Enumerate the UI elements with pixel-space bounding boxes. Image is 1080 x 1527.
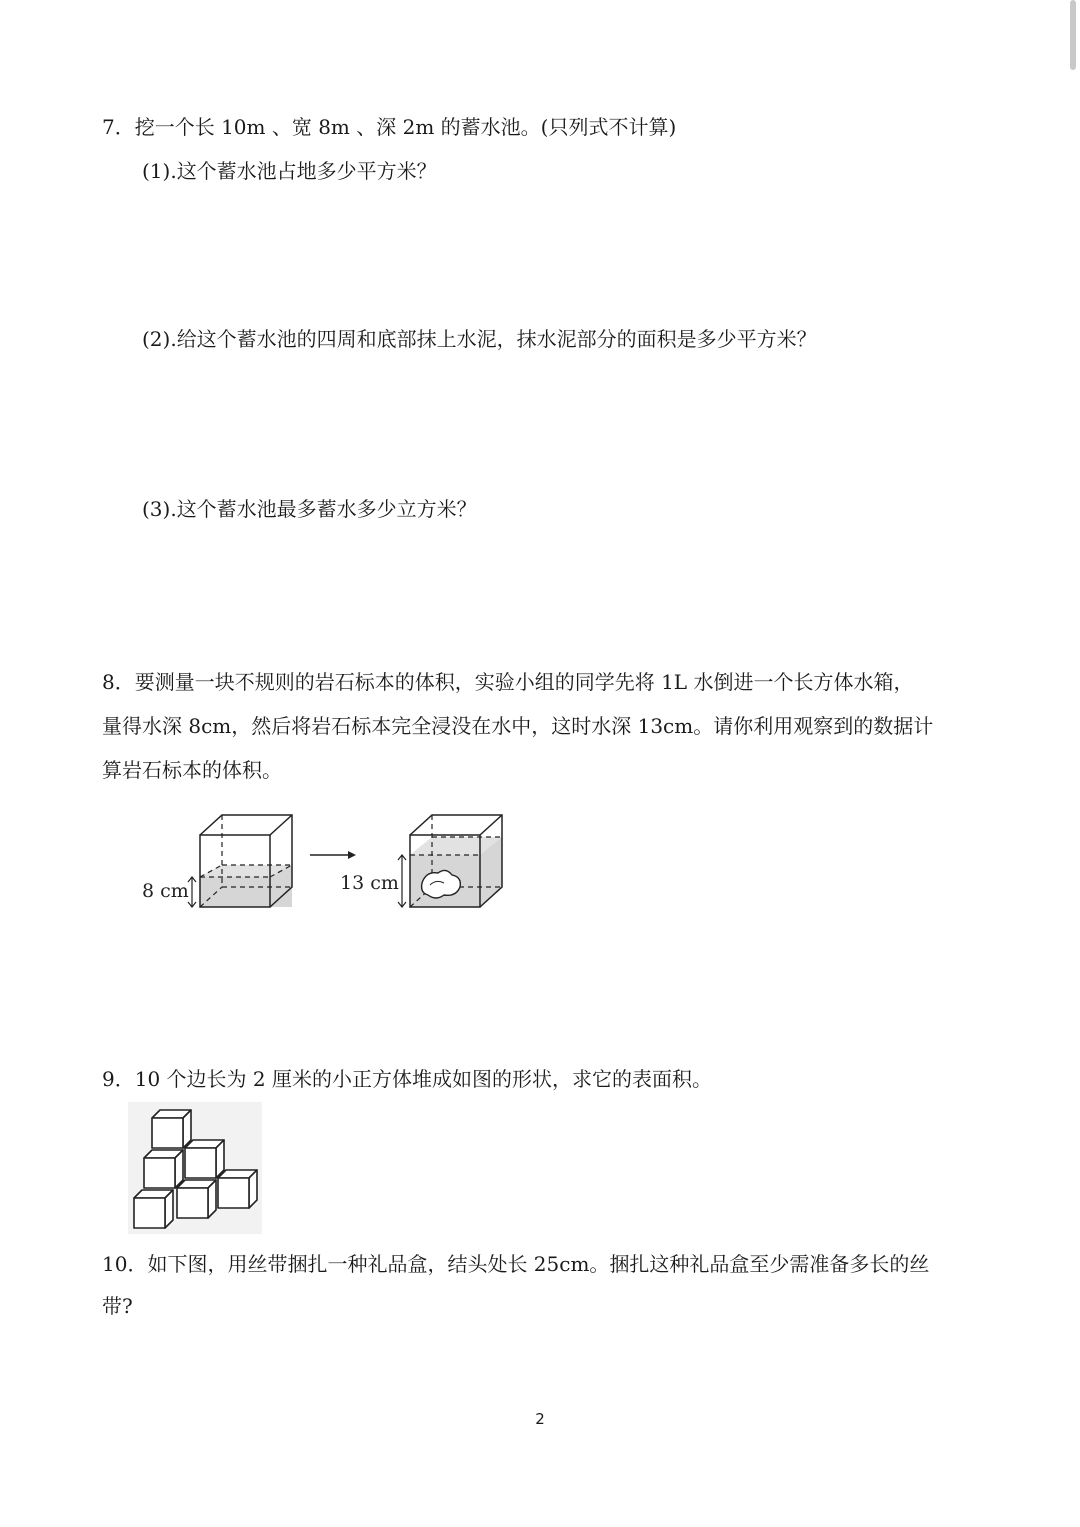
cube <box>152 1110 191 1148</box>
question-7-part-3: (3).这个蓄水池最多蓄水多少立方米？ <box>142 497 477 521</box>
arrow-right-icon <box>310 851 356 859</box>
question-8-line-3: 算岩石标本的体积。 <box>102 758 282 782</box>
water-tank-figure <box>130 805 530 925</box>
question-8-line-2: 量得水深 8cm，然后将岩石标本完全浸没在水中，这时水深 13cm。请你利用观察到的数据计 <box>102 714 934 738</box>
question-9-stem: 9．10 个边长为 2 厘米的小正方体堆成如图的形状，求它的表面积。 <box>102 1067 712 1091</box>
tank-before <box>188 815 292 907</box>
label-8cm: 8 cm <box>142 880 189 902</box>
question-10-line-1: 10．如下图，用丝带捆扎一种礼品盒，结头处长 25cm。捆扎这种礼品盒至少需准备多长的丝 <box>102 1252 930 1276</box>
cube <box>134 1190 173 1228</box>
question-8-line-1: 8．要测量一块不规则的岩石标本的体积，实验小组的同学先将 1L 水倒进一个长方体水箱， <box>102 670 914 694</box>
question-10-line-2: 带? <box>102 1294 133 1318</box>
tank-after <box>398 815 502 907</box>
label-13cm: 13 cm <box>340 872 399 894</box>
cube <box>218 1170 257 1208</box>
page-number: 2 <box>535 1410 545 1428</box>
cube-stack-figure <box>128 1102 262 1234</box>
cube <box>177 1180 216 1218</box>
question-7-stem: 7．挖一个长 10m 、宽 8m 、深 2m 的蓄水池。(只列式不计算) <box>102 115 677 139</box>
cube <box>144 1150 183 1188</box>
question-7-part-2: (2).给这个蓄水池的四周和底部抹上水泥，抹水泥部分的面积是多少平方米？ <box>142 327 817 351</box>
question-7-part-1: (1).这个蓄水池占地多少平方米？ <box>142 159 437 183</box>
cube <box>185 1140 224 1178</box>
scrollbar[interactable] <box>1070 0 1076 70</box>
